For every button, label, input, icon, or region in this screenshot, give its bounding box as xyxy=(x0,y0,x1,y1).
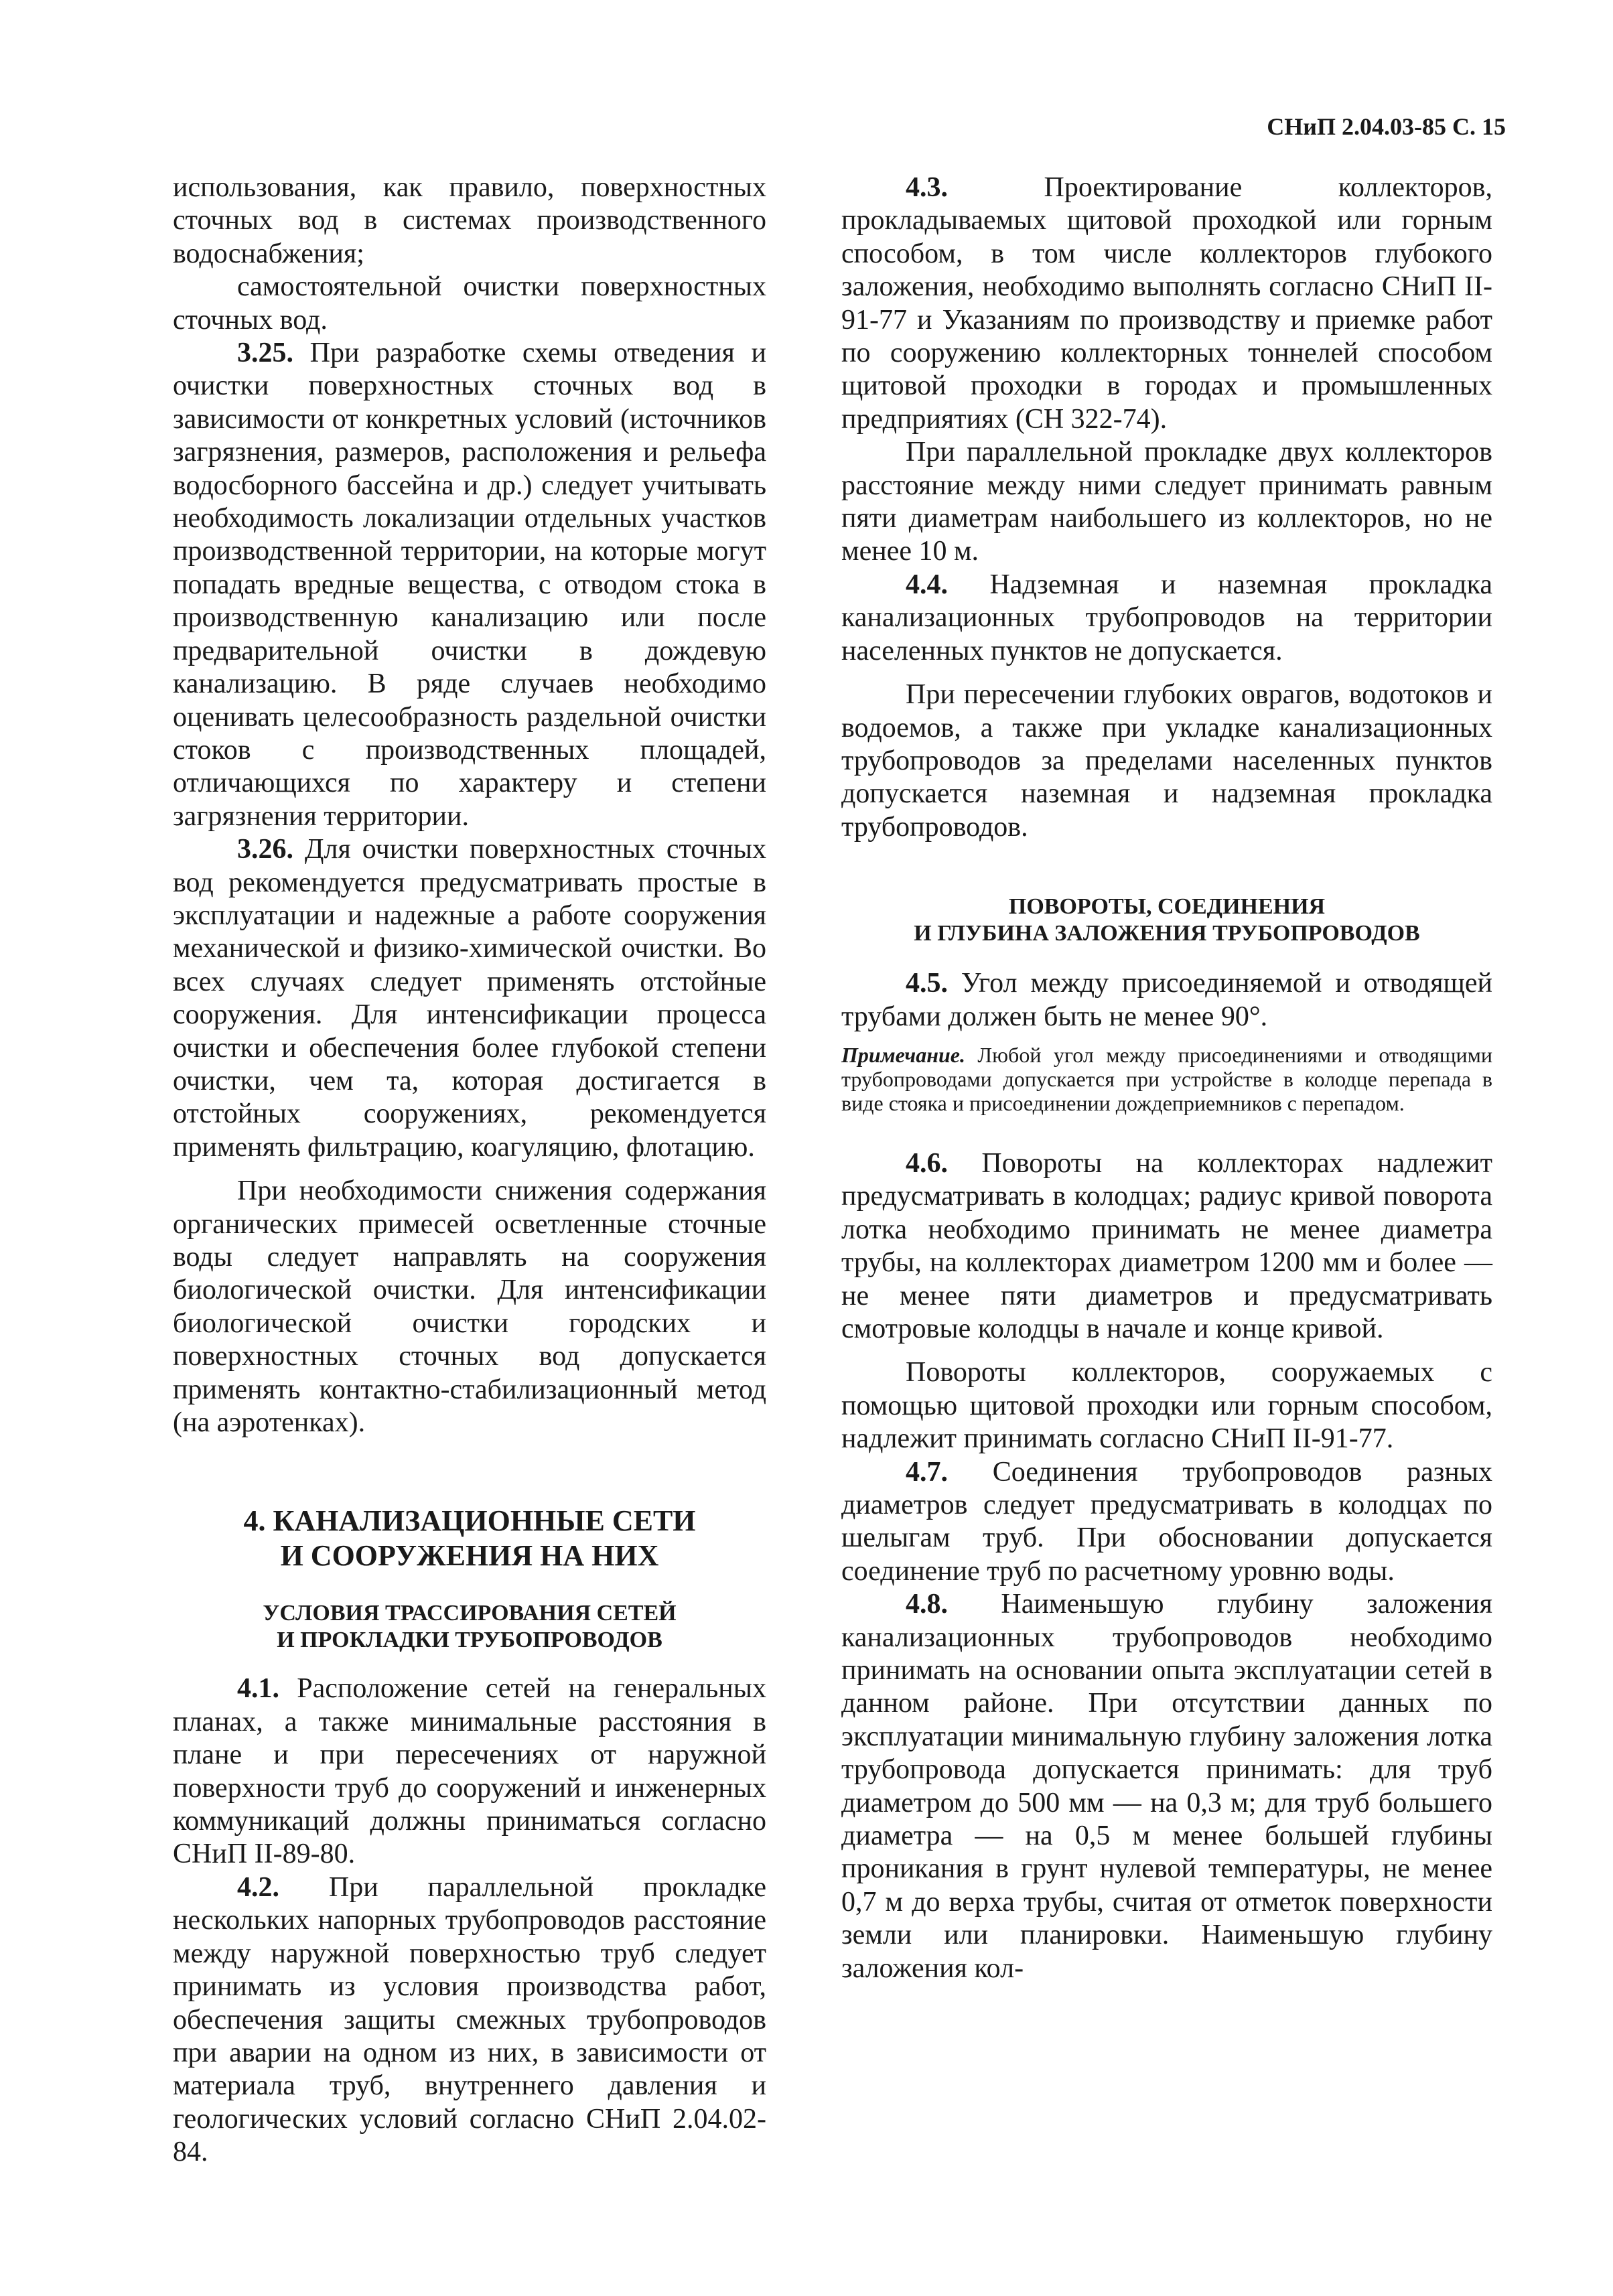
note-text: Любой угол между присоединениями и отводящими трубопроводами допускается при устройстве в колодце перепада в виде стояка и присоединении дождеприемников с перепадом. xyxy=(841,1042,1492,1115)
right-column xyxy=(841,171,1492,1985)
section-title-line-2: И СООРУЖЕНИЯ НА НИХ xyxy=(280,1539,659,1573)
paragraph-list-item: самостоятельной очистки поверхностных сточных вод. xyxy=(173,271,766,336)
section-title-line-1: 4. КАНАЛИЗАЦИОННЫЕ СЕТИ xyxy=(243,1504,696,1538)
clause-text: Для очистки поверхностных сточных вод рекомендуется предусматривать простые в эксплуатации и надежные а работе сооружения механической и физико-химической очистки. Во всех случаях следует применять отстойные сооружения. Для интенсификации процесса очистки и обеспечения более глубокой степени очистки, чем та, которая достигается в отстойных сооружениях, рекомендуется применять фильтрацию, коагуляцию, флотацию. xyxy=(173,834,766,1163)
clause-text: Угол между присоединяемой и отводящей трубами должен быть не менее 90°. xyxy=(841,968,1492,1032)
clause-number: 3.26. xyxy=(237,834,293,865)
note xyxy=(841,1043,1492,1115)
clause-text: При разработке схемы отведения и очистки поверхностных сточных вод в зависимости от конкретных условий (источников загрязнения, размеров, расположения и рельефа водосборного бассейна и др.) следует учитывать необходимость локализации отдельных участков производственной территории, на которые могут попадать вредные вещества, с отводом стока в производственную канализацию или после предварительной очистки в дождевую канализацию. В ряде случаев необходимо оценивать целесообразность раздельной очистки стоков с производственных площадей, отличающихся по характеру и степени загрязнения территории. xyxy=(173,338,766,832)
clause-text: Соединения трубопроводов разных диаметров следует предусматривать в колодцах по шелыгам труб. При обосновании допускается соединение труб по расчетному уровню воды. xyxy=(841,1456,1492,1587)
subsection-title xyxy=(173,1600,766,1654)
clause-text: Проектирование коллекторов, прокладываемых щитовой проходкой или горным способом, в том числе коллекторов глубокого заложения, необходимо выполнять согласно СНиП II-91-77 и Указаниям по производству и приемке работ по сооружению коллекторных тоннелей способом щитовой проходки в городах и промышленных предприятиях (СН 322-74). xyxy=(841,172,1492,435)
paragraph-4-2 xyxy=(173,1871,766,2169)
clause-number: 4.6. xyxy=(906,1147,948,1179)
paragraph-4-3-b: При параллельной прокладке двух коллекторов расстояние между ними следует принимать равным пяти диаметрам наибольшего из коллекторов, но не менее 10 м. xyxy=(841,437,1492,567)
paragraph-biological: При необходимости снижения содержания органических примесей осветленные сточные воды следует направлять на сооружения биологической очистки. Для интенсификации биологической очистки городских и поверхностных сточных вод допускается применять контактно-стабилизационный метод (на аэротенках). xyxy=(173,1175,766,1439)
paragraph-4-4 xyxy=(841,569,1492,668)
paragraph-4-4-b: При пересечении глубоких оврагов, водотоков и водоемов, а также при укладке канализационных трубопроводов за пределами населенных пунктов допускается наземная и надземная прокладка трубопроводов. xyxy=(841,679,1492,843)
left-column xyxy=(173,171,766,2169)
paragraph-4-7 xyxy=(841,1456,1492,1589)
clause-text: Расположение сетей на генеральных планах, а также минимальные расстояния в плане и при пересечениях от наружной поверхности труб до сооружений и инженерных коммуникаций должны приниматься согласно СНиП II-89-80. xyxy=(173,1673,766,1870)
subsection-title-line-1: ПОВОРОТЫ, СОЕДИНЕНИЯ xyxy=(1008,894,1326,920)
clause-text: При параллельной прокладке нескольких напорных трубопроводов расстояние между наружной поверхностью труб следует принимать из условия производства работ, обеспечения защиты смежных трубопроводов при аварии на одном из них, в зависимости от материала труб, внутреннего давления и геологических условий согласно СНиП 2.04.02-84. xyxy=(173,1871,766,2168)
paragraph-4-6 xyxy=(841,1147,1492,1346)
clause-number: 4.8. xyxy=(906,1589,948,1620)
clause-number: 4.4. xyxy=(906,569,948,600)
clause-number: 3.25. xyxy=(237,338,293,369)
paragraph-4-6-b: Повороты коллекторов, сооружаемых с помощью щитовой проходки или горным способом, надлежит принимать согласно СНиП II-91-77. xyxy=(841,1357,1492,1455)
clause-number: 4.7. xyxy=(906,1456,948,1488)
section-title xyxy=(173,1504,766,1573)
paragraph-continuation: использования, как правило, поверхностных сточных вод в системах производственного водоснабжения; xyxy=(173,172,766,269)
clause-text: Надземная и наземная прокладка канализационных трубопроводов на территории населенных пунктов не допускается. xyxy=(841,569,1492,666)
clause-number: 4.2. xyxy=(237,1871,279,1903)
paragraph-3-25 xyxy=(173,337,766,833)
clause-number: 4.3. xyxy=(906,172,948,203)
note-label: Примечание. xyxy=(841,1042,965,1067)
paragraph-4-8 xyxy=(841,1588,1492,1985)
clause-number: 4.1. xyxy=(237,1673,279,1705)
subsection-title-line-2: И ГЛУБИНА ЗАЛОЖЕНИЯ ТРУБОПРОВОДОВ xyxy=(914,921,1420,946)
clause-text: Повороты на коллекторах надлежит предусматривать в колодцах; радиус кривой поворота лотка необходимо принимать не менее диаметра трубы, на коллекторах диаметром 1200 мм и более — не менее пяти диаметров и предусматривать смотровые колодцы в начале и конце кривой. xyxy=(841,1147,1492,1344)
paragraph-4-5 xyxy=(841,967,1492,1033)
paragraph-4-1 xyxy=(173,1672,766,1871)
clause-text: Наименьшую глубину заложения канализационных трубопроводов необходимо принимать на основании опыта эксплуатации сетей в данном районе. При отсутствии данных по эксплуатации минимальную глубину заложения лотка трубопровода допускается принимать: для труб диаметром до 500 мм — на 0,3 м; для труб большего диаметра — на 0,5 м менее большей глубины проникания в грунт нулевой температуры, не менее 0,7 м до верха трубы, считая от отметок поверхности земли или планировки. Наименьшую глубину заложения кол- xyxy=(841,1589,1492,1984)
subsection-title-line-2: И ПРОКЛАДКИ ТРУБОПРОВОДОВ xyxy=(277,1628,662,1653)
subsection-title xyxy=(841,893,1492,947)
clause-number: 4.5. xyxy=(906,968,948,999)
paragraph-3-26 xyxy=(173,833,766,1164)
subsection-title-line-1: УСЛОВИЯ ТРАССИРОВАНИЯ СЕТЕЙ xyxy=(263,1601,677,1626)
paragraph-4-3 xyxy=(841,171,1492,436)
running-head: СНиП 2.04.03-85 С. 15 xyxy=(1267,113,1506,140)
